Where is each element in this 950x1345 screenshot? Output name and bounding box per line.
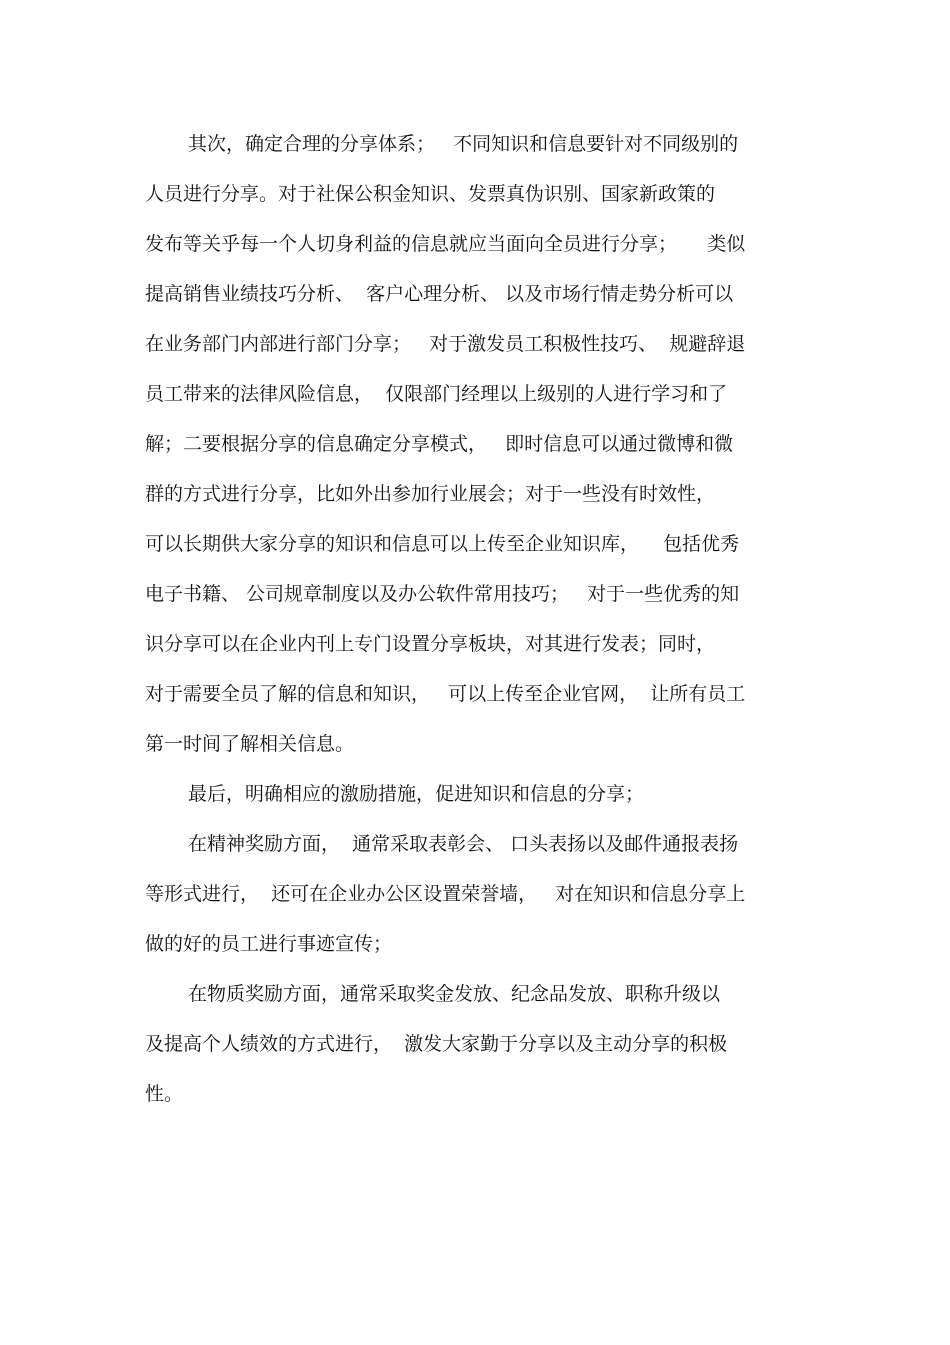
text-line: 员工带来的法律风险信息， 仅限部门经理以上级别的人进行学习和了 xyxy=(145,383,728,405)
text-line: 识分享可以在企业内刊上专门设置分享板块，对其进行发表；同时， xyxy=(145,633,716,655)
text-line: 群的方式进行分享，比如外出参加行业展会；对于一些没有时效性， xyxy=(145,483,716,505)
text-line: 可以长期供大家分享的知识和信息可以上传至企业知识库， 包括优秀 xyxy=(145,533,740,555)
text-line: 其次，确定合理的分享体系； 不同知识和信息要针对不同级别的 xyxy=(188,133,739,155)
text-line: 解；二要根据分享的信息确定分享模式， 即时信息可以通过微博和微 xyxy=(145,433,734,455)
text-line: 第一时间了解相关信息。 xyxy=(145,733,355,755)
text-line: 及提高个人绩效的方式进行， 激发大家勤于分享以及主动分享的积极 xyxy=(145,1033,728,1055)
text-line: 性。 xyxy=(145,1083,184,1105)
text-line: 在物质奖励方面，通常采取奖金发放、纪念品发放、职称升级以 xyxy=(188,983,721,1005)
text-line: 提高销售业绩技巧分析、 客户心理分析、 以及市场行情走势分析可以 xyxy=(145,283,734,305)
text-line: 发布等关乎每一个人切身利益的信息就应当面向全员进行分享； 类似 xyxy=(145,233,746,255)
text-line: 最后，明确相应的激励措施，促进知识和信息的分享； xyxy=(188,783,645,805)
text-line: 等形式进行， 还可在企业办公区设置荣誉墙， 对在知识和信息分享上 xyxy=(145,883,746,905)
text-line: 电子书籍、 公司规章制度以及办公软件常用技巧； 对于一些优秀的知 xyxy=(145,583,740,605)
text-line: 对于需要全员了解的信息和知识， 可以上传至企业官网， 让所有员工 xyxy=(145,683,746,705)
text-line: 做的好的员工进行事迹宣传； xyxy=(145,933,393,955)
text-line: 在业务部门内部进行部门分享； 对于激发员工积极性技巧、 规避辞退 xyxy=(145,333,746,355)
text-line: 在精神奖励方面， 通常采取表彰会、 口头表扬以及邮件通报表扬 xyxy=(188,833,739,855)
text-line: 人员进行分享。对于社保公积金知识、发票真伪识别、国家新政策的 xyxy=(145,183,716,205)
